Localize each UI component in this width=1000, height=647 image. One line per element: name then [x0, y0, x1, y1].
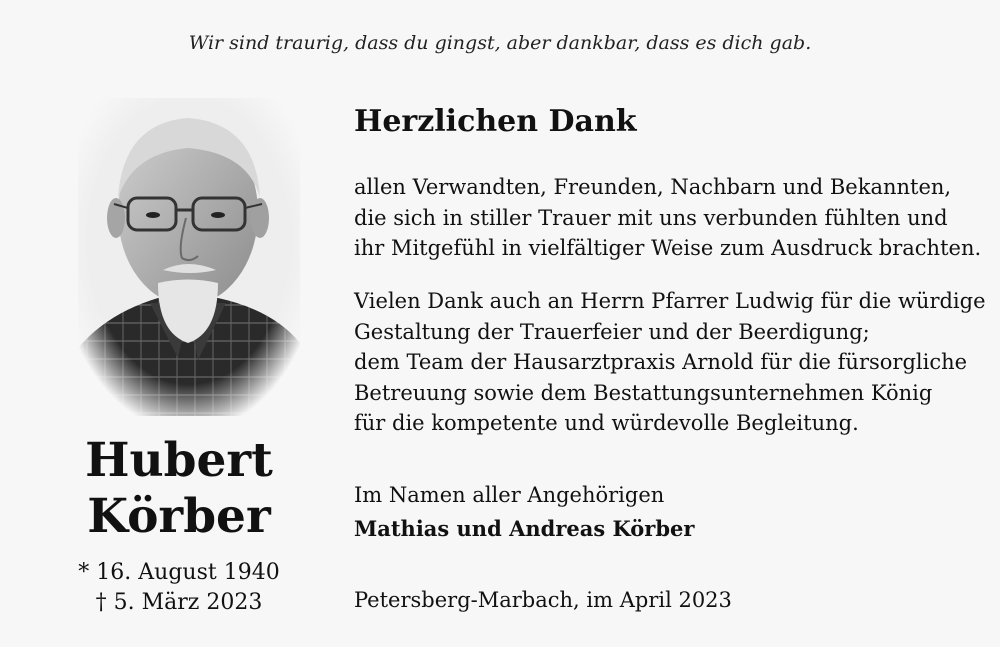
paragraph-line: die sich in stiller Trauer mit uns verbunden fühlten und: [354, 205, 948, 230]
place-date: Petersberg-Marbach, im April 2023: [354, 588, 732, 612]
birth-date: * 16. August 1940: [78, 560, 280, 585]
motto: Wir sind traurig, dass du gingst, aber dankbar, dass es dich gab.: [188, 32, 812, 54]
paragraph-line: für die kompetente und würdevolle Begleitung.: [354, 411, 859, 435]
signoff: [354, 478, 694, 546]
thanks-paragraph-1: [354, 172, 981, 264]
paragraph-line: allen Verwandten, Freunden, Nachbarn und Bekannten,: [354, 175, 952, 199]
thanks-paragraph-2: [354, 286, 986, 439]
deceased-first-name: Hubert: [85, 433, 273, 488]
paragraph-line: Vielen Dank auch an Herrn Pfarrer Ludwig für die würdige: [354, 289, 986, 313]
signoff-names: Mathias und Andreas Körber: [354, 516, 695, 541]
paragraph-line: dem Team der Hausarztpraxis Arnold für die fürsorgliche: [354, 350, 968, 374]
paragraph-line: Betreuung sowie dem Bestattungsunternehmen König: [354, 380, 933, 405]
life-dates: [70, 558, 288, 618]
signoff-intro: Im Namen aller Angehörigen: [354, 483, 665, 507]
paragraph-line: ihr Mitgefühl in vielfältiger Weise zum Ausdruck brachten.: [354, 236, 982, 260]
portrait-photo: [78, 98, 300, 416]
thanks-heading: Herzlichen Dank: [354, 104, 637, 139]
death-date: † 5. März 2023: [95, 590, 263, 615]
deceased-last-name: Körber: [87, 489, 271, 544]
paragraph-line: Gestaltung der Trauerfeier und der Beerdigung;: [354, 319, 870, 344]
